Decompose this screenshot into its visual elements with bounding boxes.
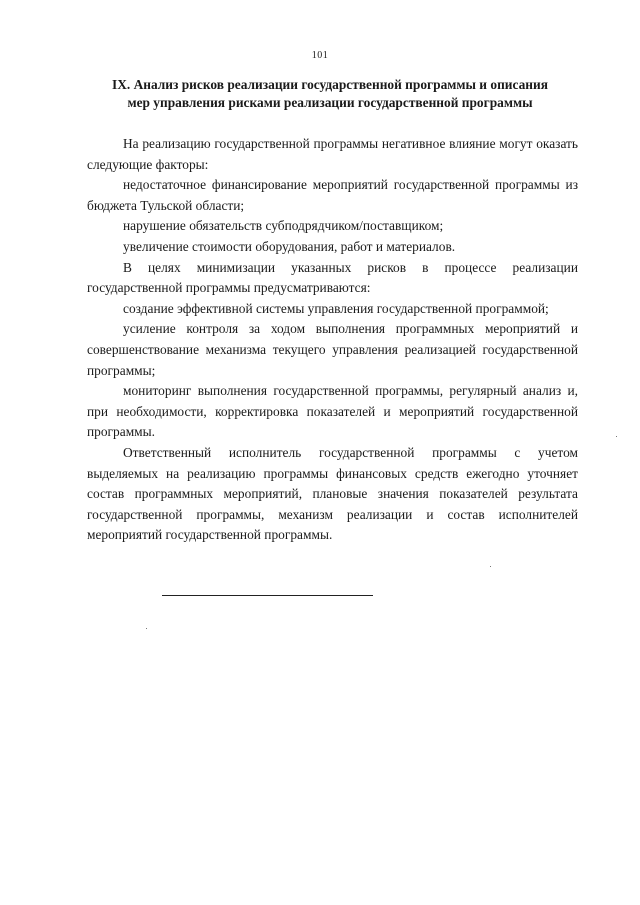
paragraph: На реализацию государственной программы негативное влияние могут оказать следующие факторы:: [87, 136, 578, 172]
paragraph: нарушение обязательств субподрядчиком/поставщиком;: [123, 218, 444, 234]
paragraph: создание эффективной системы управления государственной программой;: [123, 300, 549, 316]
page-number: 101: [311, 50, 329, 61]
paragraph: В целях минимизации указанных рисков в процессе реализации государственной программы предусматриваются:: [87, 259, 578, 296]
section-heading: [80, 76, 580, 112]
heading-line-1: IX. Анализ рисков реализации государственной программы и описания: [112, 77, 548, 92]
paragraph: усиление контроля за ходом выполнения программных мероприятий и совершенствование механизма текущего управления реализацией государственной программы;: [87, 321, 578, 378]
paragraph: мониторинг выполнения государственной программы, регулярный анализ и, при необходимости, корректировка показателей и мероприятий государственной программы.: [87, 383, 578, 440]
document-body: [87, 134, 578, 546]
scan-speck: [616, 436, 617, 437]
scan-speck: [146, 628, 147, 629]
scan-speck: [490, 566, 491, 567]
paragraph: Ответственный исполнитель государственной программы с учетом выделяемых на реализацию программы финансовых средств ежегодно уточняет состав программных мероприятий, плановые значения показателей результата государственной программы, механизм реализации и состав исполнителей мероприятий государственной программы.: [87, 444, 578, 543]
paragraph: увеличение стоимости оборудования, работ и материалов.: [123, 238, 456, 254]
paragraph: недостаточное финансирование мероприятий государственной программы из бюджета Тульской области;: [87, 177, 578, 213]
heading-line-2: мер управления рисками реализации государственной программы: [127, 95, 533, 110]
separator-line: [162, 595, 373, 596]
